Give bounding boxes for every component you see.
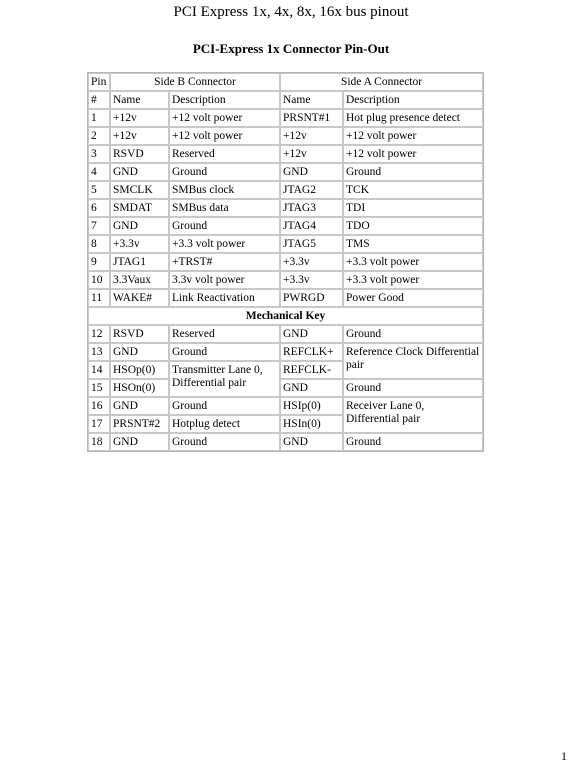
side-b-description: Reserved [169,325,280,343]
side-a-description: +3.3 volt power [343,271,483,289]
table-row [88,397,483,415]
side-a-name: JTAG3 [280,199,343,217]
side-b-name: +12v [110,109,169,127]
side-a-name: GND [280,325,343,343]
header-side-b: Side B Connector [110,73,280,91]
header-row-groups [88,73,483,91]
header-number: # [88,91,110,109]
side-b-description: Link Reactivation [169,289,280,307]
pin-number: 6 [88,199,110,217]
side-b-description: Ground [169,343,280,361]
pinout-table [87,72,484,452]
side-a-name: +12v [280,145,343,163]
side-b-name: GND [110,163,169,181]
pin-number: 16 [88,397,110,415]
side-b-name: GND [110,217,169,235]
side-a-description-merged: Reference Clock Differential pair [343,343,483,379]
table-row [88,217,483,235]
pin-number: 18 [88,433,110,451]
side-b-name: SMCLK [110,181,169,199]
side-a-name: GND [280,433,343,451]
side-b-description: SMBus clock [169,181,280,199]
side-b-description: Ground [169,433,280,451]
side-a-name: JTAG4 [280,217,343,235]
table-row [88,379,483,397]
pin-number: 8 [88,235,110,253]
side-a-name: +3.3v [280,253,343,271]
side-a-name: PRSNT#1 [280,109,343,127]
header-pin: Pin [88,73,110,91]
table-title: PCI-Express 1x Connector Pin-Out [192,41,390,56]
header-side-a-name: Name [280,91,343,109]
side-a-name: JTAG5 [280,235,343,253]
side-b-description: Ground [169,397,280,415]
side-b-name: +12v [110,127,169,145]
side-a-description: Ground [343,325,483,343]
table-row [88,253,483,271]
side-b-name: HSOp(0) [110,361,169,379]
table-row [88,433,483,451]
side-b-description: Reserved [169,145,280,163]
side-a-description: TCK [343,181,483,199]
table-row [88,325,483,343]
side-a-name: GND [280,379,343,397]
side-b-description-merged: Transmitter Lane 0, Differential pair [169,361,280,397]
side-a-description: TMS [343,235,483,253]
table-row [88,289,483,307]
header-side-a-description: Description [343,91,483,109]
side-b-name: JTAG1 [110,253,169,271]
side-a-description: +3.3 volt power [343,253,483,271]
pin-number: 17 [88,415,110,433]
side-a-description-merged: Receiver Lane 0, Differential pair [343,397,483,433]
mechanical-key-label: Mechanical Key [88,307,483,325]
side-b-name: SMDAT [110,199,169,217]
side-b-description: +TRST# [169,253,280,271]
pin-number: 1 [88,109,110,127]
pin-number: 13 [88,343,110,361]
side-a-name: PWRGD [280,289,343,307]
table-row [88,109,483,127]
header-side-a: Side A Connector [280,73,483,91]
side-b-description: 3.3v volt power [169,271,280,289]
pin-number: 9 [88,253,110,271]
table-row [88,343,483,361]
pin-number: 12 [88,325,110,343]
table-row [88,199,483,217]
side-a-name: JTAG2 [280,181,343,199]
pin-number: 2 [88,127,110,145]
pin-number: 4 [88,163,110,181]
side-b-description: +3.3 volt power [169,235,280,253]
side-a-description: +12 volt power [343,127,483,145]
table-row [88,145,483,163]
side-b-name: GND [110,433,169,451]
side-a-description: +12 volt power [343,145,483,163]
table-row [88,127,483,145]
page-number: 1 [561,749,567,763]
side-b-name: RSVD [110,325,169,343]
side-a-description: Ground [343,379,483,397]
side-b-name: GND [110,343,169,361]
table-row [88,181,483,199]
side-a-name: REFCLK+ [280,343,343,361]
side-a-name: REFCLK- [280,361,343,379]
side-b-description: SMBus data [169,199,280,217]
pin-number: 11 [88,289,110,307]
pin-number: 5 [88,181,110,199]
pin-number: 7 [88,217,110,235]
side-b-name: WAKE# [110,289,169,307]
side-b-description: +12 volt power [169,109,280,127]
side-b-description: +12 volt power [169,127,280,145]
side-b-name: PRSNT#2 [110,415,169,433]
side-a-name: HSIp(0) [280,397,343,415]
document-title: PCI Express 1x, 4x, 8x, 16x bus pinout [173,4,409,20]
header-side-b-description: Description [169,91,280,109]
table-row [88,235,483,253]
pin-number: 14 [88,361,110,379]
side-a-name: +3.3v [280,271,343,289]
header-row-columns [88,91,483,109]
side-a-name: GND [280,163,343,181]
table-row [88,163,483,181]
side-b-name: RSVD [110,145,169,163]
side-b-name: 3.3Vaux [110,271,169,289]
side-b-description: Hotplug detect [169,415,280,433]
header-side-b-name: Name [110,91,169,109]
side-b-name: HSOn(0) [110,379,169,397]
side-a-description: TDO [343,217,483,235]
pin-number: 15 [88,379,110,397]
side-a-description: Ground [343,163,483,181]
side-a-description: Ground [343,433,483,451]
side-a-name: HSIn(0) [280,415,343,433]
side-b-name: +3.3v [110,235,169,253]
side-b-name: GND [110,397,169,415]
side-a-description: TDI [343,199,483,217]
side-b-description: Ground [169,163,280,181]
pin-number: 3 [88,145,110,163]
pin-number: 10 [88,271,110,289]
side-a-description: Power Good [343,289,483,307]
side-a-name: +12v [280,127,343,145]
side-b-description: Ground [169,217,280,235]
side-a-description: Hot plug presence detect [343,109,483,127]
table-row [88,271,483,289]
mechanical-key-row [88,307,483,325]
